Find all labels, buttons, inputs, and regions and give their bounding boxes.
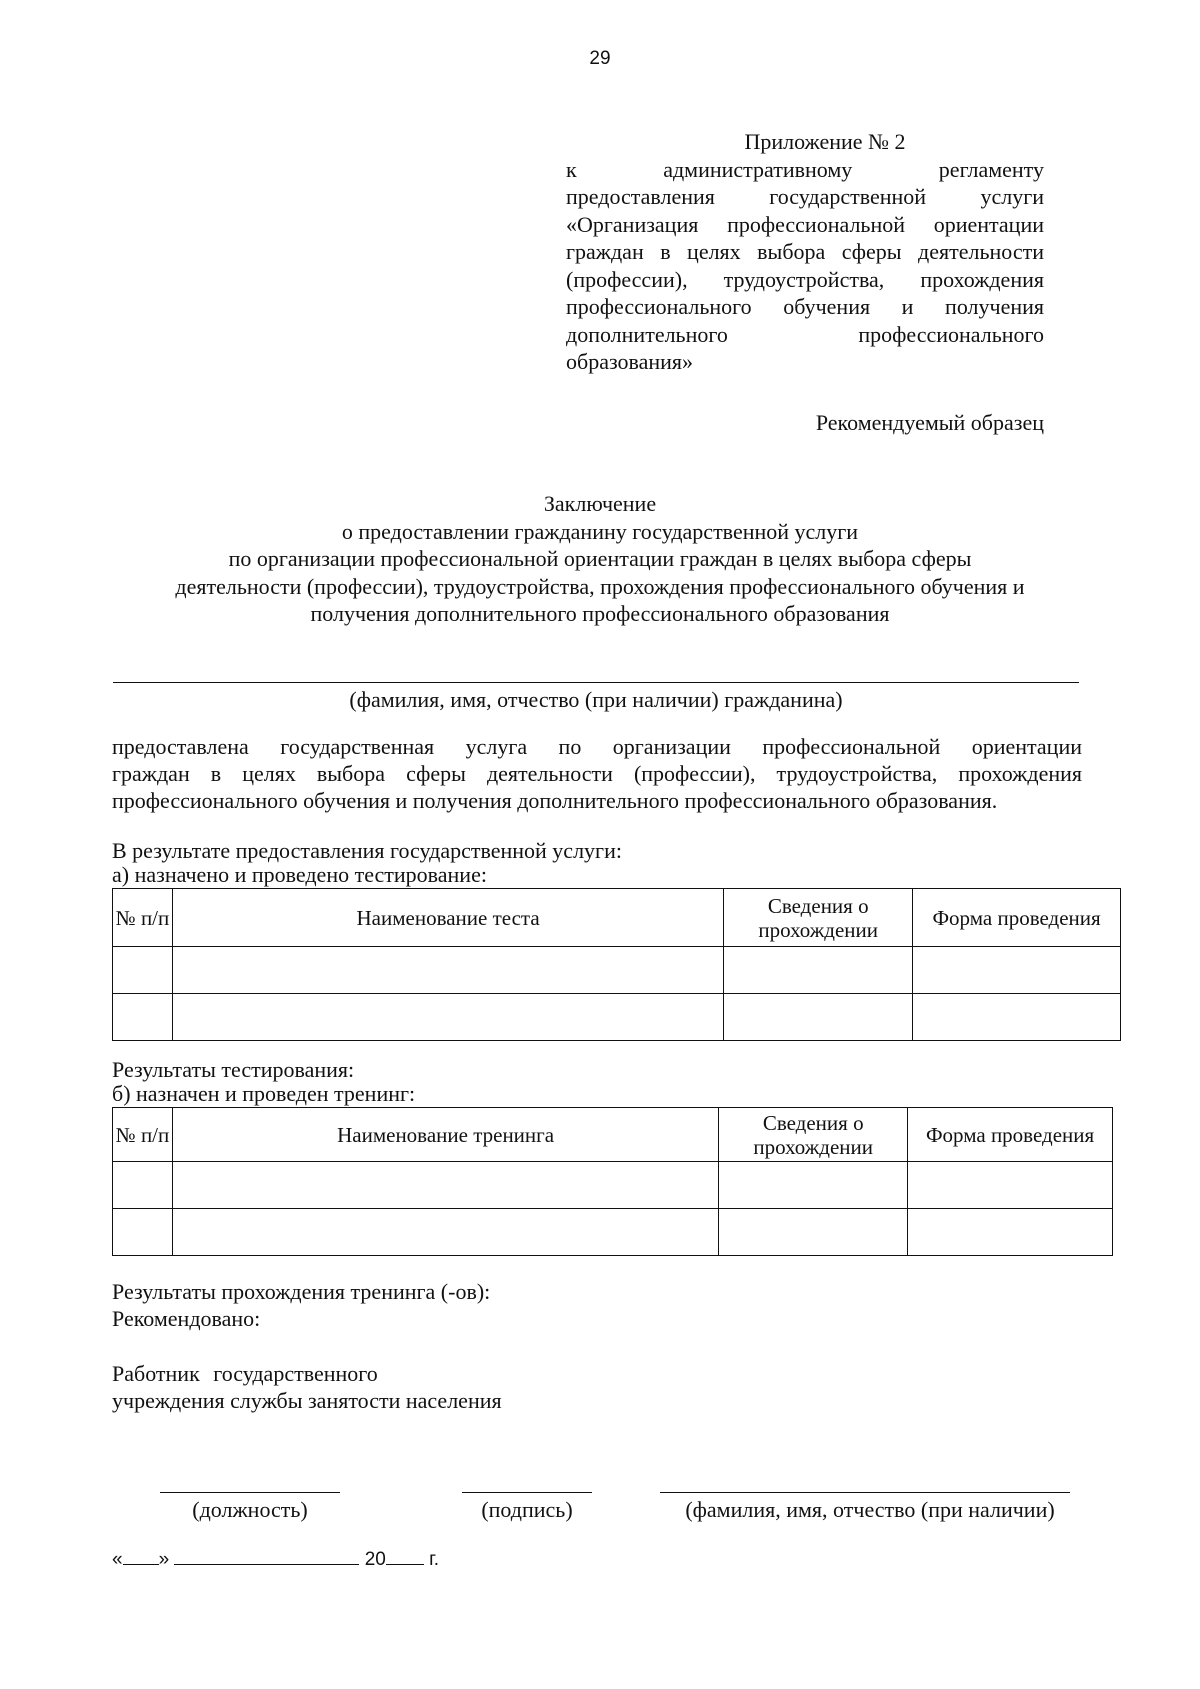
testing-table (112, 888, 1121, 1041)
table-cell[interactable] (172, 1209, 718, 1256)
position-line[interactable] (160, 1492, 340, 1493)
appendix-title: Приложение № 2 (744, 129, 906, 154)
table-cell[interactable] (913, 994, 1121, 1041)
table-row (113, 947, 1121, 994)
year-suffix: г. (429, 1549, 440, 1570)
table-row (113, 994, 1121, 1041)
column-header-training-name: Наименование тренинга (172, 1108, 718, 1162)
column-header-form: Форма проведения (908, 1108, 1113, 1162)
appendix-line: граждан в целях выбора сферы деятельности (566, 239, 1044, 264)
year-prefix: 20 (364, 1549, 386, 1570)
column-header-completion-info: Сведения о прохождении (719, 1108, 908, 1162)
heading-line: получения дополнительного профессионального образования (310, 601, 890, 626)
table-header-row (113, 1108, 1113, 1162)
table-row (113, 1209, 1113, 1256)
column-header-number: № п/п (113, 1108, 173, 1162)
table-cell[interactable] (724, 994, 913, 1041)
heading-line: по организации профессиональной ориентации граждан в целях выбора сферы (228, 546, 972, 571)
date-line (112, 1549, 439, 1571)
signature-line[interactable] (462, 1492, 592, 1493)
recommended-label: Рекомендовано: (112, 1306, 261, 1331)
page-number: 29 (589, 48, 611, 69)
column-header-test-name: Наименование теста (172, 889, 723, 947)
table-header-row (113, 889, 1121, 947)
position-caption: (должность) (192, 1497, 308, 1522)
appendix-line: «Организация профессиональной ориентации (566, 211, 1044, 237)
recommended-sample-label: Рекомендуемый образец (815, 410, 1044, 435)
table-cell[interactable] (172, 1162, 718, 1209)
appendix-line: профессионального обучения и получения (566, 294, 1044, 319)
appendix-line: предоставления государственной услуги (566, 184, 1044, 209)
result-intro: В результате предоставления государственной услуги: (112, 838, 622, 863)
worker-line-2: учреждения службы занятости населения (112, 1388, 502, 1413)
full-name-line[interactable] (660, 1492, 1070, 1493)
table-cell[interactable] (113, 1209, 173, 1256)
date-open-quote: « (112, 1549, 123, 1570)
signature-caption: (подпись) (481, 1497, 573, 1522)
paragraph-line: предоставлена государственная услуга по организации профессиональной ориентации (112, 734, 1082, 759)
paragraph-line: профессионального обучения и получения дополнительного профессионального образования. (112, 788, 998, 813)
table-cell[interactable] (113, 1162, 173, 1209)
heading-line: деятельности (профессии), трудоустройства, прохождения профессионального обучения и (175, 573, 1025, 599)
document-heading (110, 490, 1090, 628)
year-blank[interactable] (386, 1564, 424, 1565)
appendix-block (566, 128, 1044, 376)
table-cell[interactable] (908, 1209, 1113, 1256)
table-cell[interactable] (724, 947, 913, 994)
appendix-line: (профессии), трудоустройства, прохождения (566, 266, 1044, 292)
full-name-caption: (фамилия, имя, отчество (при наличии) (685, 1497, 1055, 1522)
training-results-label: Результаты прохождения тренинга (-ов): (112, 1279, 491, 1304)
appendix-line: дополнительного профессионального (566, 321, 1044, 347)
testing-label: а) назначено и проведено тестирование: (112, 862, 487, 887)
table-cell[interactable] (172, 947, 723, 994)
column-header-number: № п/п (113, 889, 173, 947)
heading-title: Заключение (543, 491, 657, 516)
table-cell[interactable] (908, 1162, 1113, 1209)
table-cell[interactable] (113, 994, 173, 1041)
column-header-completion-info: Сведения о прохождении (724, 889, 913, 947)
training-label: б) назначен и проведен тренинг: (112, 1081, 416, 1106)
day-blank[interactable] (123, 1564, 159, 1565)
training-table (112, 1107, 1113, 1256)
service-paragraph (112, 733, 1082, 814)
table-cell[interactable] (913, 947, 1121, 994)
appendix-line: к административному регламенту (566, 156, 1044, 182)
paragraph-line: граждан в целях выбора сферы деятельности (профессии), трудоустройства, прохождения (112, 761, 1082, 786)
table-cell[interactable] (719, 1162, 908, 1209)
column-header-form: Форма проведения (913, 889, 1121, 947)
table-row (113, 1162, 1113, 1209)
worker-line-1: Работник государственного (112, 1361, 378, 1386)
table-cell[interactable] (719, 1209, 908, 1256)
table-cell[interactable] (172, 994, 723, 1041)
heading-line: о предоставлении гражданину государственной услуги (341, 518, 859, 544)
citizen-name-caption: (фамилия, имя, отчество (при наличии) гражданина) (349, 687, 843, 712)
table-cell[interactable] (113, 947, 173, 994)
month-blank[interactable] (174, 1564, 359, 1565)
date-close-quote: » (158, 1549, 170, 1570)
testing-results-label: Результаты тестирования: (112, 1057, 355, 1082)
citizen-name-line[interactable] (113, 682, 1079, 683)
appendix-line: образования» (566, 349, 694, 374)
